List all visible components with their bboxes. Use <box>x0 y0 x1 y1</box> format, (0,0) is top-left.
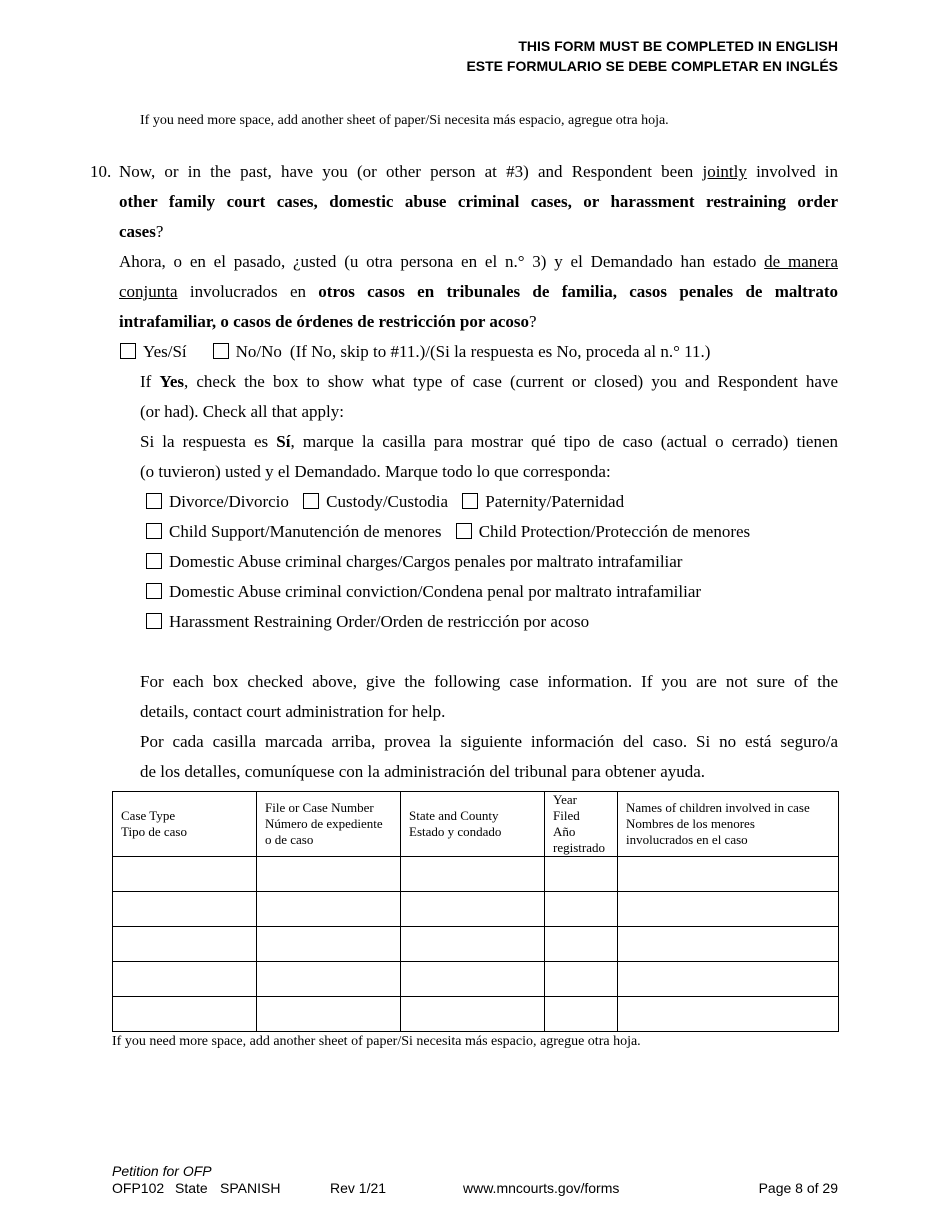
table-cell[interactable] <box>618 997 839 1032</box>
table-cell[interactable] <box>545 892 618 927</box>
table-cell[interactable] <box>257 892 401 927</box>
col-case-type: Case Type Tipo de caso <box>113 792 257 857</box>
footer-url[interactable]: www.mncourts.gov/forms <box>463 1180 620 1196</box>
table-row <box>113 857 839 892</box>
case-type-row-1 <box>146 487 634 517</box>
case-type-row-5 <box>146 607 599 637</box>
custody-checkbox[interactable] <box>303 493 319 509</box>
top-space-note: If you need more space, add another sheet of paper/Si necesita más espacio, agregue otra hoja. <box>140 113 669 128</box>
paternity-checkbox[interactable] <box>462 493 478 509</box>
footer-form-title: Petition for OFP <box>112 1163 212 1179</box>
footer-form-code: OFP102 <box>112 1180 165 1196</box>
no-label: No/No <box>235 342 282 361</box>
col-state-county: State and County Estado y condado <box>401 792 545 857</box>
case-type-row-4 <box>146 577 711 607</box>
da-conviction-label: Domestic Abuse criminal conviction/Condena penal por maltrato intrafamiliar <box>169 582 702 601</box>
footer-state: State <box>175 1180 208 1196</box>
bottom-space-note: If you need more space, add another sheet of paper/Si necesita más espacio, agregue otra hoja. <box>112 1034 641 1049</box>
child-protection-checkbox[interactable] <box>456 523 472 539</box>
col-case-number: File or Case Number Número de expediente o de caso <box>257 792 401 857</box>
question-number: 10. <box>90 162 112 181</box>
question-10-english: Now, or in the past, have you (or other person at #3) and Respondent been jointly involved in other family court cases, domestic abuse criminal cases, or harassment restraining order cases? <box>119 162 838 241</box>
table-cell[interactable] <box>257 997 401 1032</box>
footer-language: SPANISH <box>220 1180 281 1196</box>
case-type-row-3 <box>146 547 692 577</box>
divorce-label: Divorce/Divorcio <box>169 492 289 511</box>
da-charges-checkbox[interactable] <box>146 553 162 569</box>
table-cell[interactable] <box>545 997 618 1032</box>
table-cell[interactable] <box>401 892 545 927</box>
table-cell[interactable] <box>113 857 257 892</box>
table-cell[interactable] <box>618 927 839 962</box>
child-support-checkbox[interactable] <box>146 523 162 539</box>
col-children-names: Names of children involved in case Nombres de los menores involucrados en el caso <box>618 792 839 857</box>
table-row <box>113 892 839 927</box>
footer-page-number: Page 8 of 29 <box>758 1180 838 1196</box>
table-cell[interactable] <box>257 962 401 997</box>
table-cell[interactable] <box>113 962 257 997</box>
hro-label: Harassment Restraining Order/Orden de restricción por acoso <box>169 612 590 631</box>
table-row <box>113 962 839 997</box>
table-cell[interactable] <box>401 857 545 892</box>
custody-label: Custody/Custodia <box>326 492 449 511</box>
table-cell[interactable] <box>401 997 545 1032</box>
table-cell[interactable] <box>618 857 839 892</box>
table-cell[interactable] <box>257 857 401 892</box>
footer-revision: Rev 1/21 <box>330 1180 387 1196</box>
table-cell[interactable] <box>257 927 401 962</box>
if-yes-instructions: If Yes, check the box to show what type of case (current or closed) you and Respondent have (or had). Check all that apply: Si la respuesta es Sí, marque la casilla para mostrar qué tipo de caso (actual o cerrado) tienen (o tuvieron) usted y el Demandado. Marque todo lo que corresponda: <box>140 372 839 481</box>
header-spanish: ESTE FORMULARIO SE DEBE COMPLETAR EN INGLÉS <box>466 58 838 74</box>
table-cell[interactable] <box>401 927 545 962</box>
child-protection-label: Child Protection/Protección de menores <box>478 522 751 541</box>
table-row <box>113 927 839 962</box>
col-year-filed: Year Filed Año registrado <box>545 792 618 857</box>
da-conviction-checkbox[interactable] <box>146 583 162 599</box>
da-charges-label: Domestic Abuse criminal charges/Cargos penales por maltrato intrafamiliar <box>169 552 683 571</box>
child-support-label: Child Support/Manutención de menores <box>169 522 442 541</box>
no-skip-note: (If No, skip to #11.)/(Si la respuesta es No, proceda al n.° 11.) <box>289 342 711 361</box>
table-cell[interactable] <box>545 927 618 962</box>
table-cell[interactable] <box>545 962 618 997</box>
table-row <box>113 997 839 1032</box>
divorce-checkbox[interactable] <box>146 493 162 509</box>
table-cell[interactable] <box>113 892 257 927</box>
case-type-row-2 <box>146 517 760 547</box>
yes-checkbox[interactable] <box>120 343 136 359</box>
yes-no-row <box>120 337 710 367</box>
question-10-spanish: Ahora, o en el pasado, ¿usted (u otra persona en el n.° 3) y el Demandado han estado de manera conjunta involucrados en otros casos en tribunales de familia, casos penales de maltrato intrafamiliar, o casos de órdenes de restricción por acoso? <box>119 252 839 331</box>
paternity-label: Paternity/Paternidad <box>485 492 625 511</box>
table-header-row <box>113 792 839 857</box>
table-cell[interactable] <box>618 892 839 927</box>
case-info-instructions: For each box checked above, give the following case information. If you are not sure of the details, contact court administration for help. Por cada casilla marcada arriba, provea la siguiente información del caso. Si no está seguro/a de los detalles, comuníquese con la administración del tribunal para obtener ayuda. <box>140 672 838 781</box>
hro-checkbox[interactable] <box>146 613 162 629</box>
table-cell[interactable] <box>618 962 839 997</box>
page-header <box>466 36 838 76</box>
table-cell[interactable] <box>113 997 257 1032</box>
yes-label: Yes/Sí <box>143 342 187 361</box>
table-cell[interactable] <box>401 962 545 997</box>
case-info-table <box>112 791 839 1032</box>
table-cell[interactable] <box>113 927 257 962</box>
header-english: THIS FORM MUST BE COMPLETED IN ENGLISH <box>518 38 838 54</box>
table-cell[interactable] <box>545 857 618 892</box>
no-checkbox[interactable] <box>213 343 229 359</box>
